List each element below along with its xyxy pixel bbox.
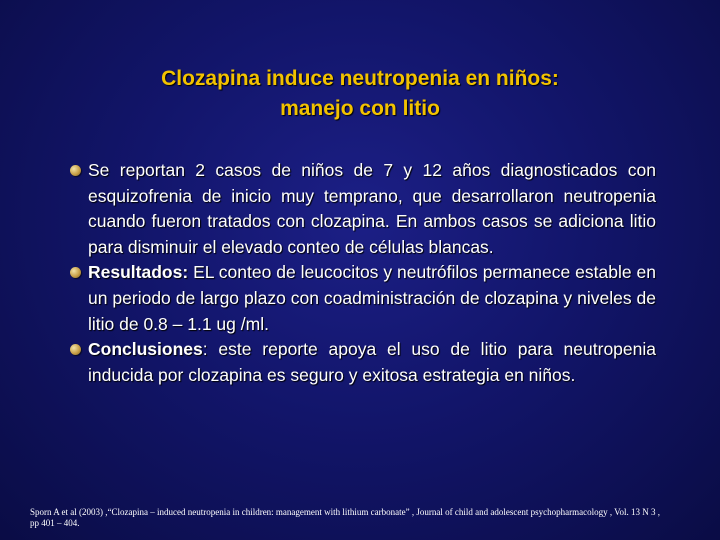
citation: [30, 507, 670, 529]
bullet-text: : este reporte apoya el uso de litio para neutropenia inducida por clozapina es seguro y exitosa estrategia en niños.: [88, 339, 656, 385]
title-line-2: manejo con litio: [280, 97, 440, 120]
bullet-text: Se reportan 2 casos de niños de 7 y 12 años diagnosticados con esquizofrenia de inicio muy temprano, que desarrollaron neutropenia cuando fueron tratados con clozapina. En ambos casos se adiciona litio para disminuir el elevado conteo de células blancas.: [88, 160, 656, 257]
bullet-item-cases: [72, 158, 656, 260]
round-bullet-icon: [70, 267, 81, 278]
slide-title: [60, 64, 660, 124]
round-bullet-icon: [70, 344, 81, 355]
bullet-item-conclusions: [72, 337, 656, 388]
bullet-list: [72, 158, 656, 388]
bullet-label: Resultados:: [88, 262, 189, 283]
round-bullet-icon: [70, 165, 81, 176]
bullet-item-results: [72, 260, 656, 337]
citation-line-1: Sporn A et al (2003) ,“Clozapina – induced neutropenia in children: management with lithium carbonate” , Journal of child and adolescent psychopharmacology , Vol. 13 N 3 ,: [30, 507, 661, 517]
title-line-1: Clozapina induce neutropenia en niños:: [161, 67, 559, 90]
citation-line-2: pp 401 – 404.: [30, 518, 80, 528]
bullet-label: Conclusiones: [88, 339, 203, 360]
bullet-text: EL conteo de leucocitos y neutrófilos permanece estable en un periodo de largo plazo con coadministración de clozapina y niveles de litio de 0.8 – 1.1 ug /ml.: [88, 262, 656, 334]
